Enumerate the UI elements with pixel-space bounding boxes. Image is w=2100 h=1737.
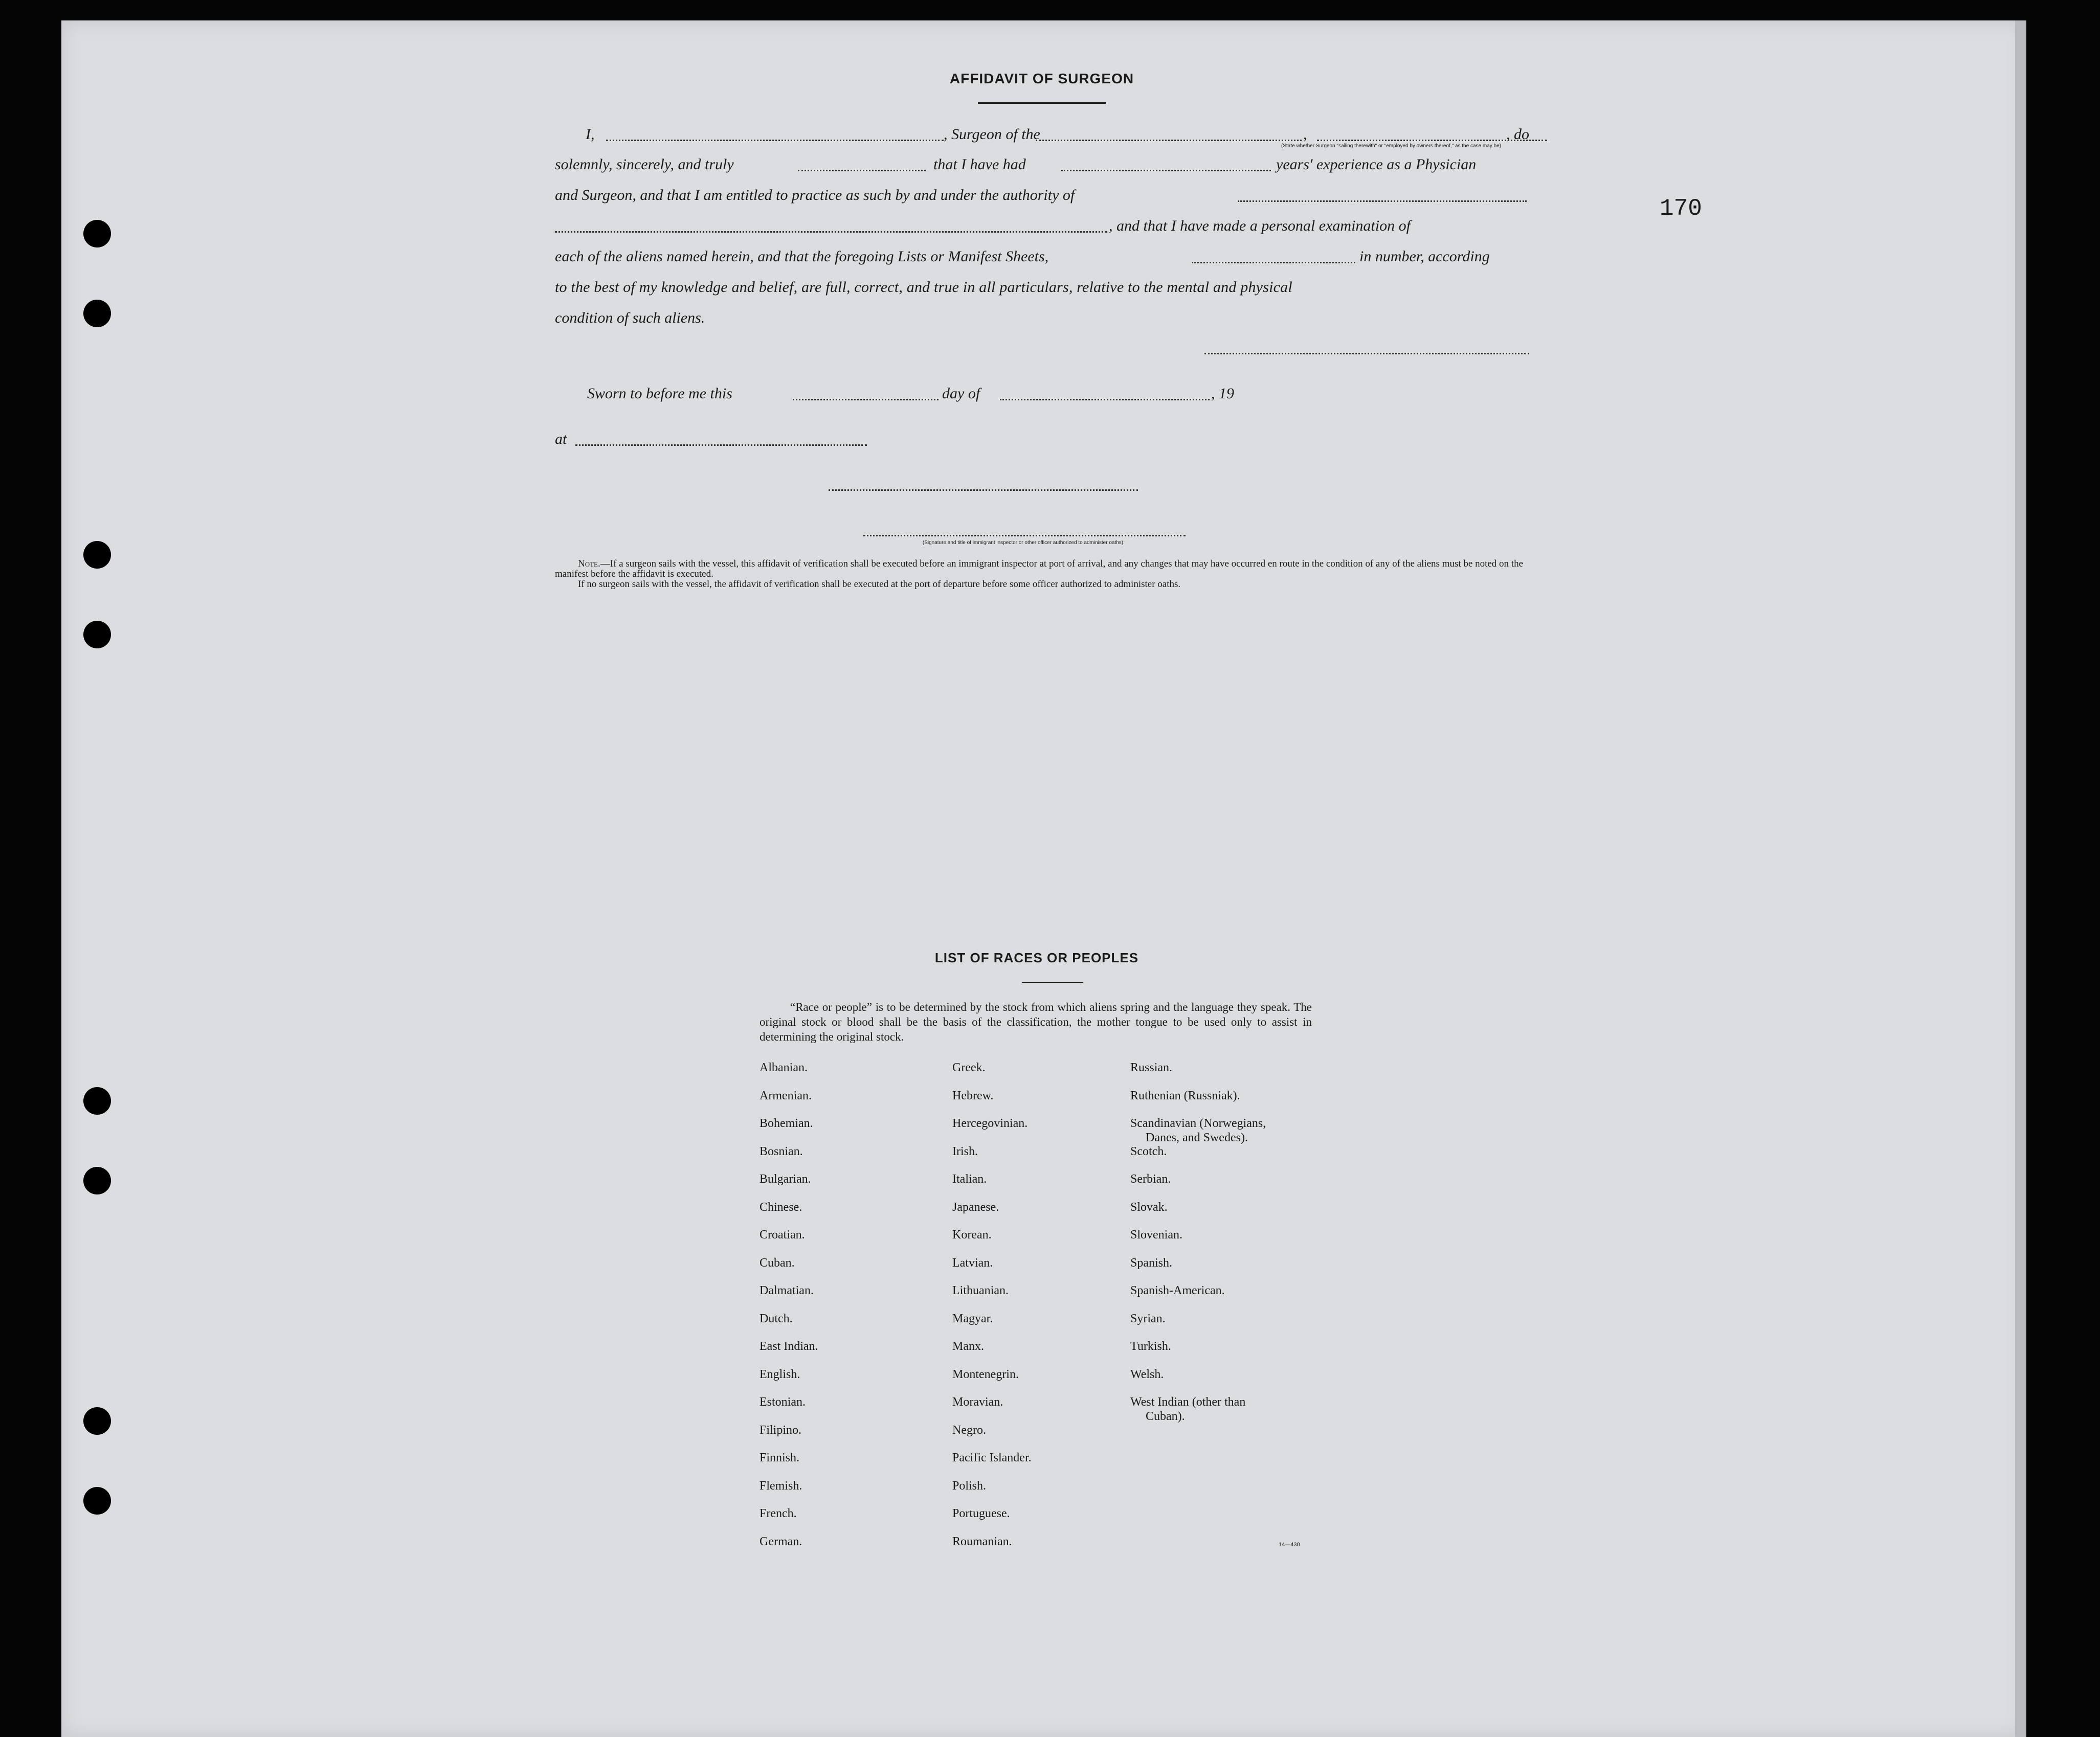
race-item: West Indian (other than (1130, 1395, 1246, 1409)
race-item: Japanese. (952, 1200, 999, 1214)
race-item: Pacific Islander. (952, 1451, 1032, 1464)
document-page (61, 20, 2025, 1737)
inspector-signature-line (863, 535, 1186, 536)
signature-line (829, 489, 1138, 491)
text: solemnly, sincerely, and truly (555, 156, 734, 173)
text: each of the aliens named herein, and that the foregoing Lists or Manifest Sheets, (555, 248, 1049, 265)
race-item: Cuban. (759, 1256, 795, 1270)
race-item: Polish. (952, 1479, 987, 1493)
race-item: Welsh. (1130, 1367, 1164, 1381)
affidavit-line-5 (555, 248, 1529, 268)
signature-caption: (Signature and title of immigrant inspector or other officer authorized to administer oaths) (922, 540, 1124, 546)
race-item: Moravian. (952, 1395, 1003, 1409)
race-item: Latvian. (952, 1256, 993, 1270)
race-item: Spanish-American. (1130, 1284, 1225, 1297)
race-item: English. (759, 1367, 800, 1381)
note-paragraph-1 (555, 559, 1527, 579)
intro-text: “Race or people” is to be determined by the stock from which aliens spring and the language they speak. The original stock or blood shall be the basis of the classification, the mother tongue to be used only to assist in determining the original stock. (759, 1001, 1312, 1043)
race-item: Bosnian. (759, 1144, 803, 1158)
race-item: Portuguese. (952, 1507, 1010, 1520)
race-item: Manx. (952, 1340, 984, 1353)
race-item: Hebrew. (952, 1089, 994, 1102)
text: that I have had (933, 156, 1026, 173)
race-item: Finnish. (759, 1451, 800, 1464)
blank-authority-cont (555, 231, 1107, 233)
race-item: Bulgarian. (759, 1172, 811, 1186)
race-item: Irish. (952, 1144, 978, 1158)
race-item: Scandinavian (Norwegians, (1130, 1117, 1266, 1130)
affidavit-line-2 (555, 156, 1529, 176)
affidavit-line-3 (555, 187, 1529, 207)
races-intro (759, 1000, 1312, 1044)
text: in number, according (1359, 248, 1490, 265)
form-code: 14—430 (1279, 1542, 1300, 1548)
affidavit-note (555, 559, 1527, 590)
race-item: Lithuanian. (952, 1284, 1009, 1297)
text: , (1303, 126, 1307, 143)
race-item: Estonian. (759, 1395, 806, 1409)
race-item: Serbian. (1130, 1172, 1171, 1186)
text: Sworn to before me this (587, 385, 732, 402)
text: , and that I have made a personal examination of (1109, 217, 1411, 234)
race-item: Bohemian. (759, 1117, 813, 1130)
text: to the best of my knowledge and belief, are full, correct, and true in all particulars, relative to the mental and physical (555, 279, 1292, 296)
punch-hole (83, 1487, 111, 1515)
race-item: Negro. (952, 1423, 986, 1437)
note-paragraph-2: If no surgeon sails with the vessel, the affidavit of verification shall be executed at the port of departure before some officer authorized to administer oaths. (578, 579, 1181, 590)
text: , Surgeon of the (944, 126, 1040, 143)
at-line (555, 431, 1529, 451)
punch-hole (83, 621, 111, 648)
punch-hole (83, 220, 111, 247)
race-item: German. (759, 1535, 802, 1548)
affidavit-line-6 (555, 279, 1529, 299)
surgeon-signature-line (1204, 353, 1529, 354)
race-item: Albanian. (759, 1061, 808, 1074)
blank-place (575, 444, 867, 446)
race-item: Danes, and Swedes). (1146, 1131, 1248, 1144)
text: at (555, 431, 567, 447)
race-item: Magyar. (952, 1312, 993, 1325)
blank-oath-type (798, 170, 926, 171)
race-item: Italian. (952, 1172, 987, 1186)
race-item: East Indian. (759, 1340, 818, 1353)
punch-hole (83, 541, 111, 569)
race-item: Filipino. (759, 1423, 802, 1437)
race-item: Roumanian. (952, 1535, 1012, 1548)
surgeon-status-note: (State whether Surgeon "sailing therewith" or "employed by owners thereof," as the case may be) (1281, 143, 1501, 149)
race-item: Chinese. (759, 1200, 802, 1214)
text: day of (942, 385, 980, 402)
race-item: Montenegrin. (952, 1367, 1019, 1381)
punch-hole (83, 1167, 111, 1194)
race-item: Dutch. (759, 1312, 793, 1325)
race-item: French. (759, 1507, 797, 1520)
race-item: Dalmatian. (759, 1284, 814, 1297)
races-title-rule (1022, 982, 1083, 983)
race-item: Scotch. (1130, 1144, 1167, 1158)
blank-authority (1238, 200, 1527, 202)
punch-hole (83, 300, 111, 327)
races-title: LIST OF RACES OR PEOPLES (934, 950, 1139, 965)
page-number: 170 (1660, 195, 1702, 222)
race-item: Flemish. (759, 1479, 802, 1493)
race-item: Croatian. (759, 1228, 805, 1242)
punch-hole (83, 1087, 111, 1115)
text: I, (586, 126, 595, 143)
affidavit-line-4 (555, 217, 1529, 238)
race-item: Spanish. (1130, 1256, 1173, 1270)
race-item: Slovak. (1130, 1200, 1168, 1214)
race-item: Turkish. (1130, 1340, 1171, 1353)
punch-hole (83, 1407, 111, 1435)
note-label: Note. (578, 558, 600, 569)
affidavit-line-7 (555, 309, 1529, 330)
blank-day (793, 399, 939, 400)
blank-vessel (1036, 140, 1302, 141)
sworn-line (555, 385, 1529, 405)
text: years' experience as a Physician (1276, 156, 1477, 173)
race-item: Armenian. (759, 1089, 812, 1102)
affidavit-title: AFFIDAVIT OF SURGEON (949, 71, 1134, 86)
race-item: Russian. (1130, 1061, 1173, 1074)
blank-years (1061, 170, 1271, 171)
blank-sheet-count (1192, 262, 1355, 263)
race-item: Ruthenian (Russniak). (1130, 1089, 1240, 1102)
text: , do (1506, 126, 1529, 143)
blank-month (1000, 399, 1210, 400)
blank-surgeon-name (606, 140, 944, 141)
title-rule (978, 102, 1106, 104)
race-item: Korean. (952, 1228, 992, 1242)
race-item: Greek. (952, 1061, 986, 1074)
text: , 19 (1211, 385, 1234, 402)
race-item: Cuban). (1146, 1410, 1185, 1423)
race-item: Slovenian. (1130, 1228, 1182, 1242)
race-item: Syrian. (1130, 1312, 1166, 1325)
race-item: Hercegovinian. (952, 1117, 1028, 1130)
text: condition of such aliens. (555, 309, 705, 326)
text: and Surgeon, and that I am entitled to practice as such by and under the authority of (555, 187, 1075, 204)
page-edge (2015, 20, 2026, 1737)
note-text: —If a surgeon sails with the vessel, this affidavit of verification shall be executed before an immigrant inspector at port of arrival, and any changes that may have occurred en route in the condition of any of the aliens must be noted on the manifest before the affidavit is executed. (555, 558, 1524, 579)
